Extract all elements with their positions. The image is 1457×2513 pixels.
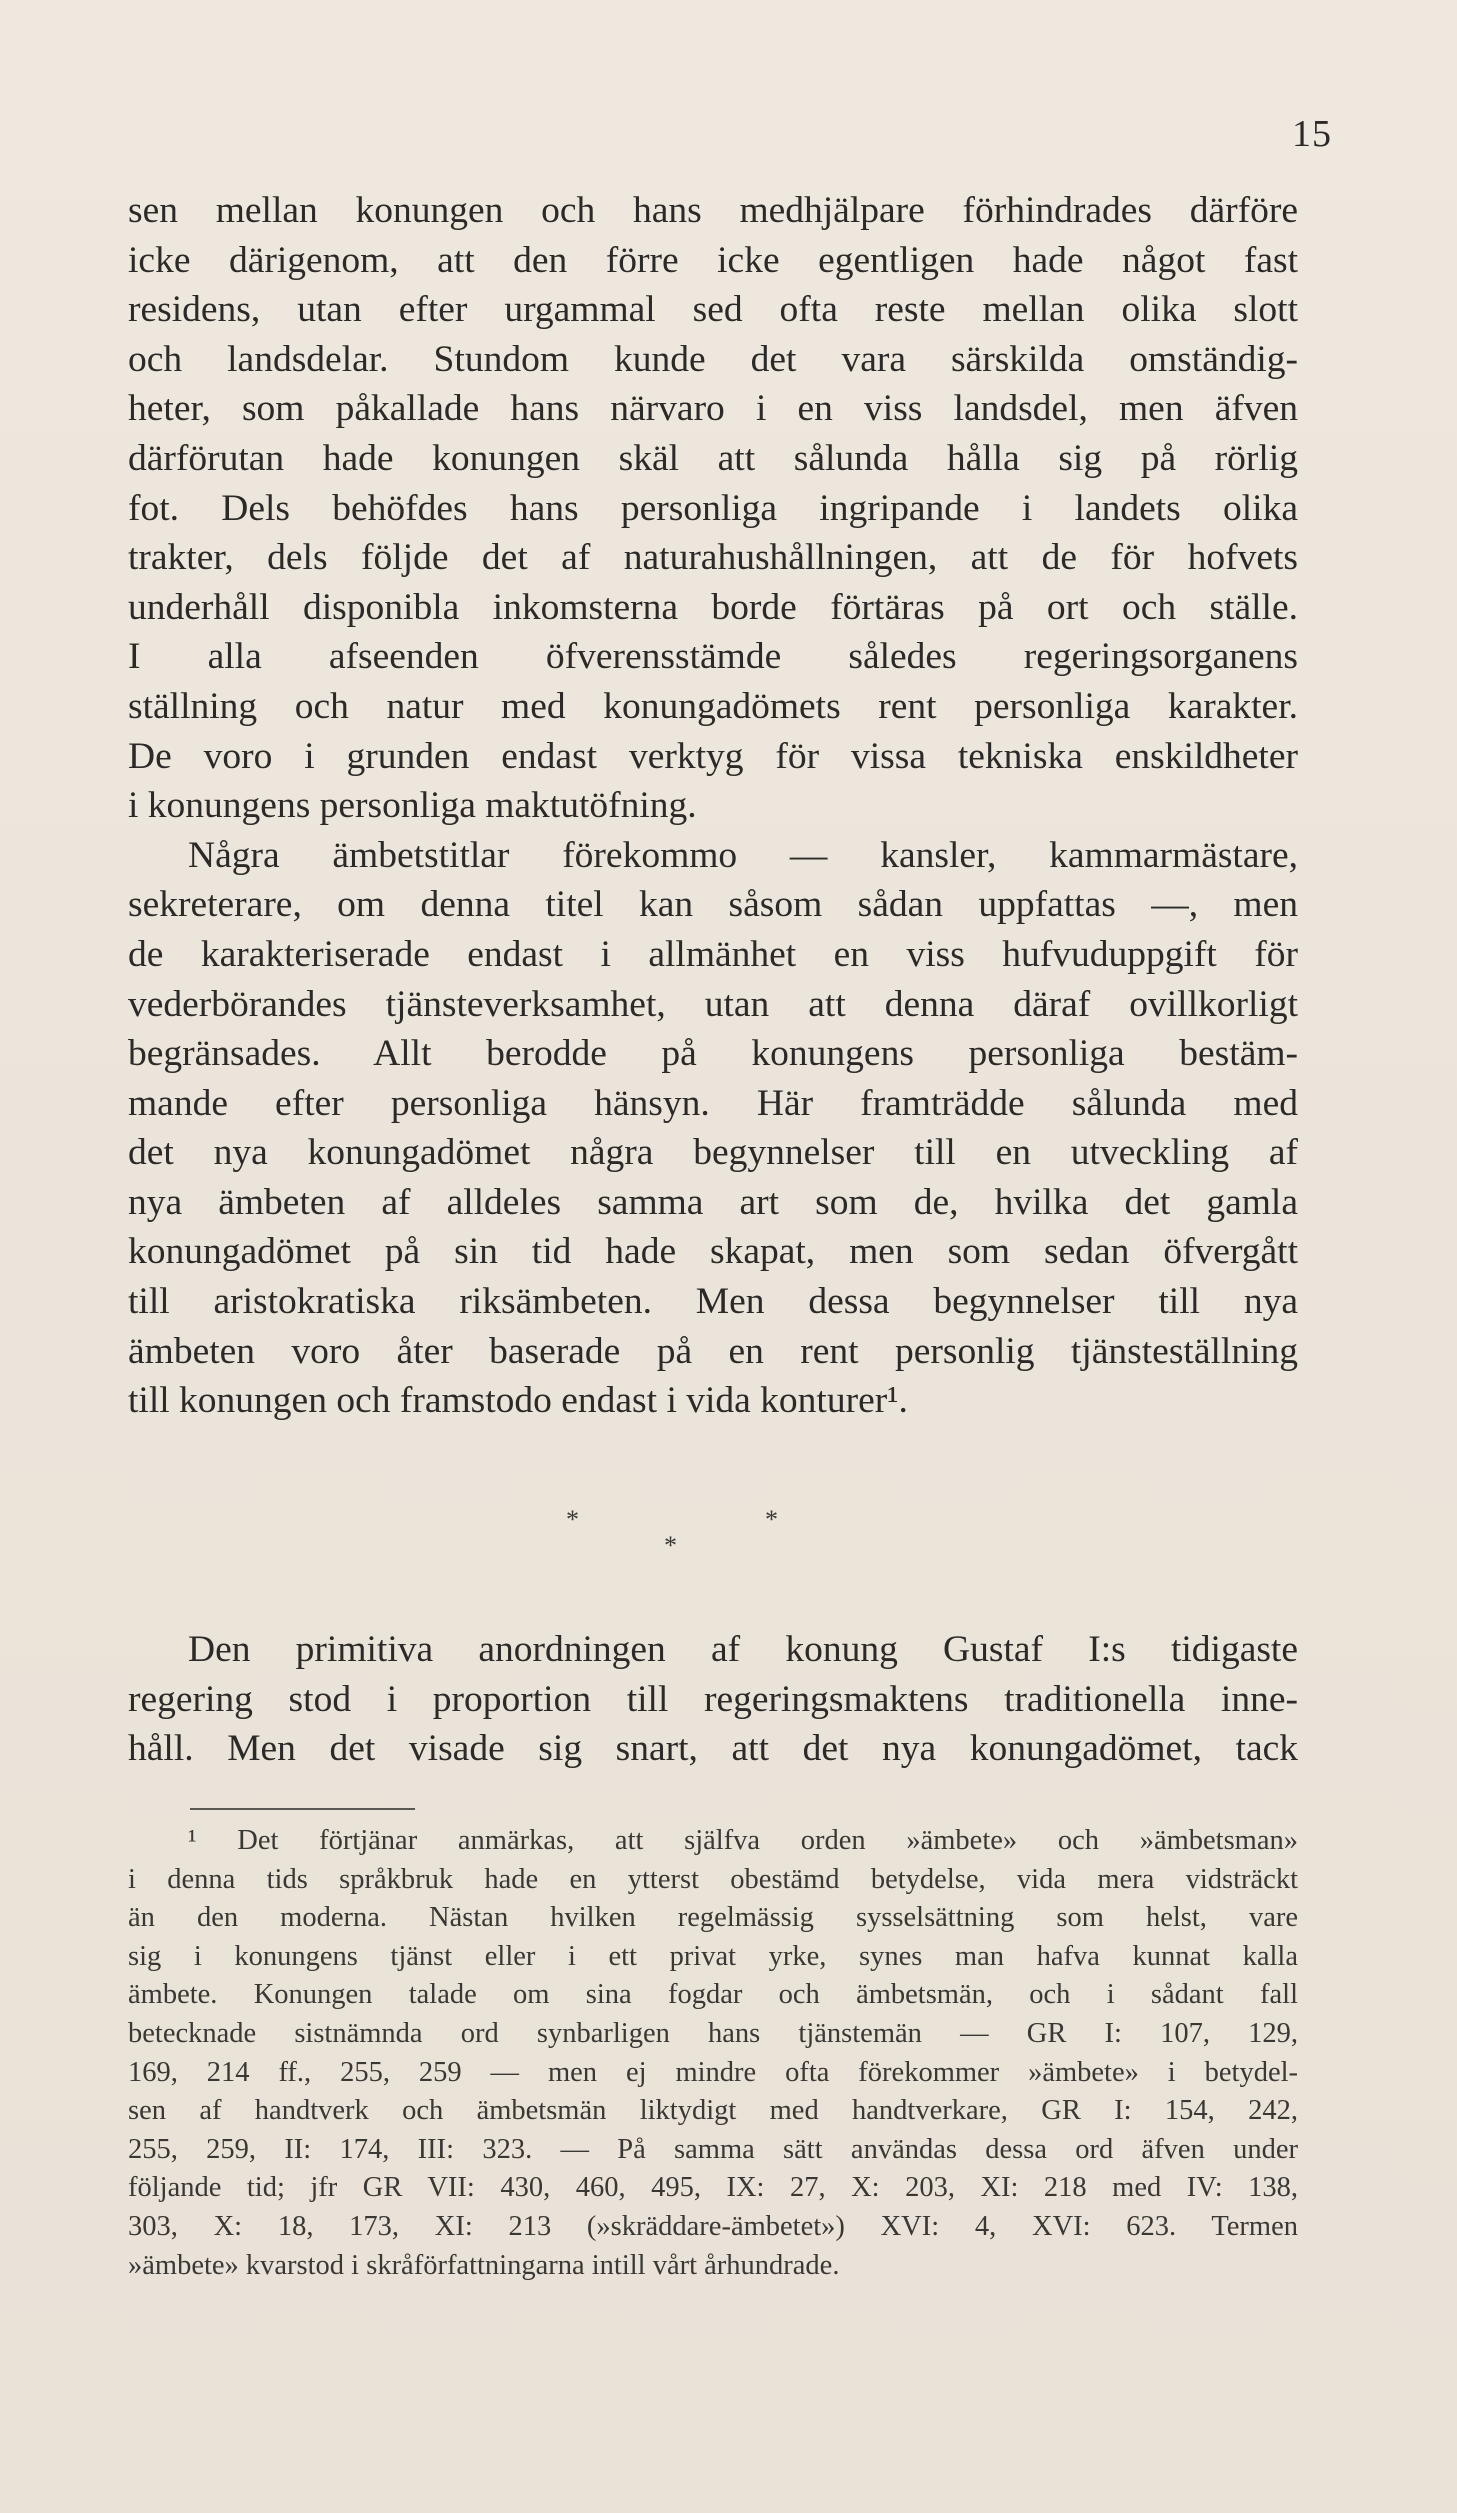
- separator-asterisk: *: [664, 1531, 677, 1560]
- footnote-line: ¹ Det förtjänar anmärkas, att själfva orden »ämbete» och »ämbetsman»: [188, 1825, 1298, 1856]
- text-line: vederbörandes tjänsteverksamhet, utan att denna däraf ovillkorligt: [128, 983, 1298, 1025]
- footnote-line: 255, 259, II: 174, III: 323. — På samma sätt användas dessa ord äfven under: [128, 2133, 1298, 2165]
- page-number: 15: [1292, 113, 1332, 155]
- footnote-line: 169, 214 ff., 255, 259 — men ej mindre ofta förekommer »ämbete» i betydel-: [128, 2056, 1298, 2088]
- text-line: ställning och natur med konungadömets rent personliga karakter.: [128, 685, 1298, 727]
- text-line: till konungen och framstodo endast i vida konturer¹.: [128, 1380, 908, 1422]
- paragraph-main: [128, 186, 1298, 1426]
- text-line: håll. Men det visade sig snart, att det nya konungadömet, tack: [128, 1728, 1298, 1770]
- text-line: heter, som påkallade hans närvaro i en viss landsdel, men äfven: [128, 388, 1298, 430]
- text-line: residens, utan efter urgammal sed ofta reste mellan olika slott: [128, 289, 1298, 331]
- section-separator: [0, 1505, 1457, 1565]
- text-line: mande efter personliga hänsyn. Här framträdde sålunda med: [128, 1082, 1298, 1124]
- text-line: de karakteriserade endast i allmänhet en viss hufvuduppgift för: [128, 933, 1298, 975]
- footnote-line: »ämbete» kvarstod i skråförfattningarna intill vårt århundrade.: [128, 2249, 840, 2281]
- paragraph-second: [128, 1625, 1298, 1774]
- footnote-line: sig i konungens tjänst eller i ett privat yrke, synes man hafva kunnat kalla: [128, 1940, 1298, 1972]
- footnote-line: ämbete. Konungen talade om sina fogdar och ämbetsmän, och i sådant fall: [128, 1979, 1298, 2011]
- footnote: [128, 1822, 1298, 2285]
- text-line: konungadömet på sin tid hade skapat, men som sedan öfvergått: [128, 1231, 1298, 1273]
- footnote-line: i denna tids språkbruk hade en ytterst obestämd betydelse, vida mera vidsträckt: [128, 1863, 1298, 1895]
- text-line: sekreterare, om denna titel kan såsom sådan uppfattas —, men: [128, 884, 1298, 926]
- footnote-line: följande tid; jfr GR VII: 430, 460, 495, IX: 27, X: 203, XI: 218 med IV: 138,: [128, 2172, 1298, 2204]
- footnote-line: än den moderna. Nästan hvilken regelmässig sysselsättning som helst, vare: [128, 1902, 1298, 1934]
- footnote-line: 303, X: 18, 173, XI: 213 (»skräddare-ämbetet») XVI: 4, XVI: 623. Termen: [128, 2210, 1298, 2242]
- text-line: i konungens personliga maktutöfning.: [128, 785, 697, 827]
- footnote-line: sen af handtverk och ämbetsmän liktydigt med handtverkare, GR I: 154, 242,: [128, 2095, 1298, 2127]
- text-line: ämbeten voro åter baserade på en rent personlig tjänsteställning: [128, 1330, 1298, 1372]
- text-line: trakter, dels följde det af naturahushållningen, att de för hofvets: [128, 537, 1298, 579]
- text-line: fot. Dels behöfdes hans personliga ingripande i landets olika: [128, 487, 1298, 529]
- separator-asterisk: *: [765, 1505, 778, 1534]
- text-line: underhåll disponibla inkomsterna borde förtäras på ort och ställe.: [128, 586, 1298, 628]
- text-line: sen mellan konungen och hans medhjälpare förhindrades därföre: [128, 190, 1298, 231]
- text-line: det nya konungadömet några begynnelser till en utveckling af: [128, 1132, 1298, 1174]
- text-line: till aristokratiska riksämbeten. Men dessa begynnelser till nya: [128, 1281, 1298, 1323]
- text-line: De voro i grunden endast verktyg för vissa tekniska enskildheter: [128, 735, 1298, 777]
- footnote-line: betecknade sistnämnda ord synbarligen hans tjänstemän — GR I: 107, 129,: [128, 2017, 1298, 2049]
- footnote-divider: [190, 1808, 415, 1810]
- text-line: begränsades. Allt berodde på konungens personliga bestäm-: [128, 1033, 1298, 1075]
- text-line: därförutan hade konungen skäl att sålunda hålla sig på rörlig: [128, 437, 1298, 479]
- text-line: nya ämbeten af alldeles samma art som de, hvilka det gamla: [128, 1181, 1298, 1223]
- text-line: icke därigenom, att den förre icke egentligen hade något fast: [128, 239, 1298, 281]
- text-line: och landsdelar. Stundom kunde det vara särskilda omständig-: [128, 338, 1298, 380]
- text-line: Den primitiva anordningen af konung Gustaf I:s tidigaste: [188, 1629, 1298, 1670]
- text-line: I alla afseenden öfverensstämde således regeringsorganens: [128, 636, 1298, 678]
- text-line: Några ämbetstitlar förekommo — kansler, kammarmästare,: [188, 834, 1298, 876]
- separator-asterisk: *: [566, 1505, 579, 1534]
- text-line: regering stod i proportion till regeringsmaktens traditionella inne-: [128, 1678, 1298, 1720]
